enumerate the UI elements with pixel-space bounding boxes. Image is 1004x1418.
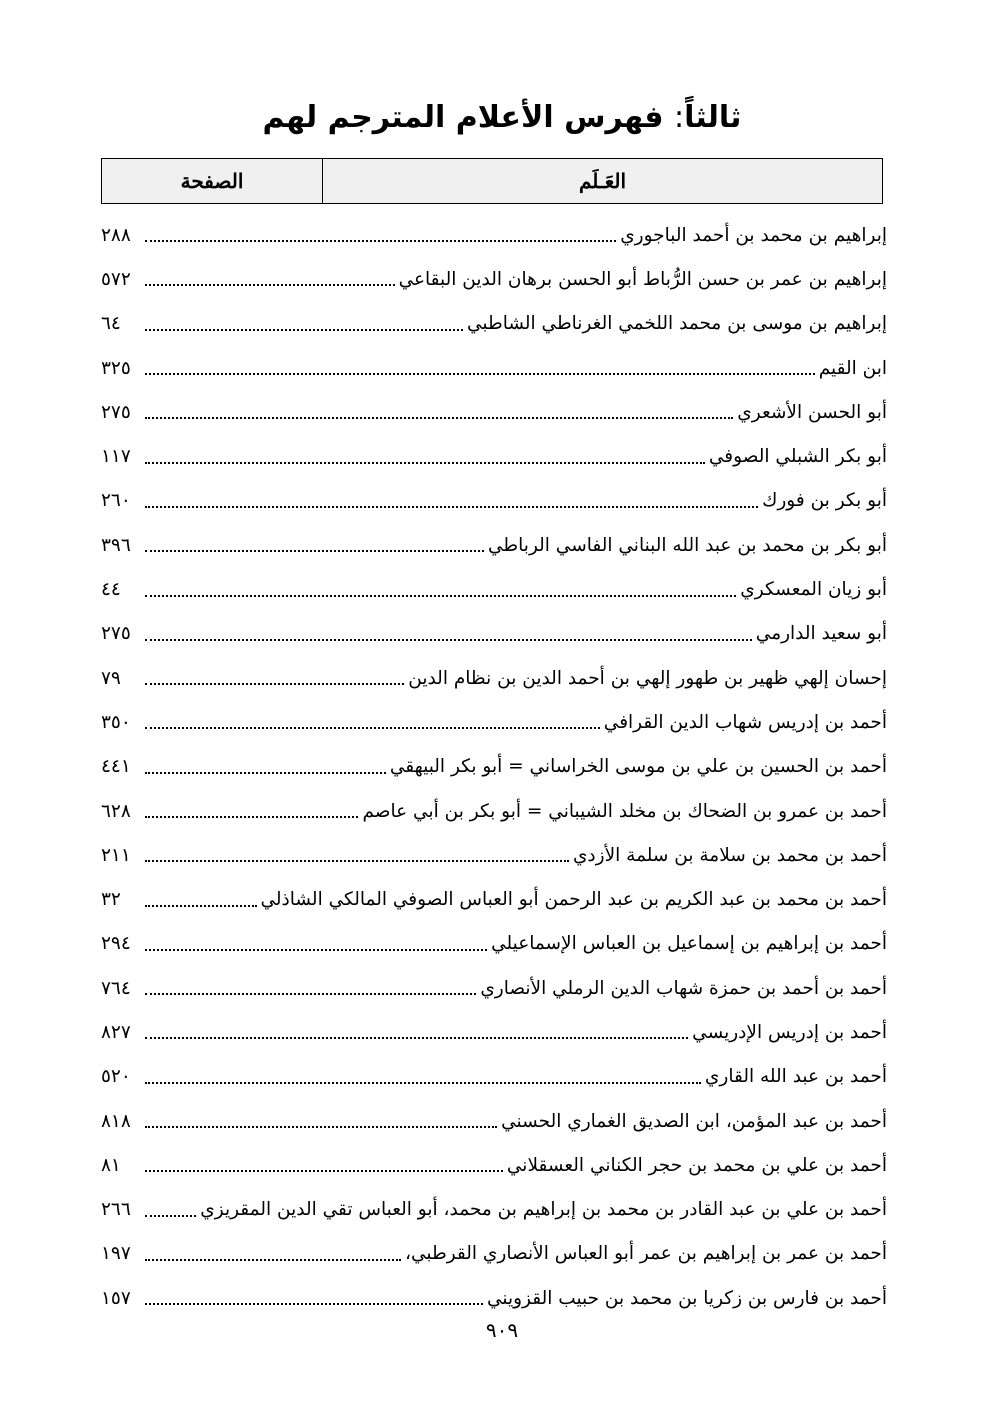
index-entry xyxy=(101,922,887,966)
dot-leader xyxy=(145,711,600,733)
dot-leader xyxy=(145,446,705,468)
entry-page: ٢٨٨ xyxy=(101,224,131,246)
entry-page: ٢٦٠ xyxy=(101,490,131,512)
dot-leader xyxy=(145,579,736,601)
index-entry xyxy=(101,612,887,656)
dot-leader xyxy=(145,933,487,955)
entry-page: ٢٩٤ xyxy=(101,933,131,955)
entry-page: ٨١ xyxy=(101,1154,121,1176)
index-entry xyxy=(101,1276,887,1320)
entry-page: ٤٤١ xyxy=(101,756,131,778)
index-table-header xyxy=(101,158,883,204)
entry-name: أحمد بن إدريس شهاب الدين القرافي xyxy=(603,711,887,733)
entry-name: أبو سعيد الدارمي xyxy=(755,623,887,645)
title-lead: ثالثاً xyxy=(684,100,742,135)
index-entry xyxy=(101,1099,887,1143)
index-entry xyxy=(101,1232,887,1276)
index-entries xyxy=(101,213,887,1320)
dot-leader xyxy=(145,357,815,379)
dot-leader xyxy=(145,844,569,866)
entry-name: إبراهيم بن موسى بن محمد اللخمي الغرناطي الشاطبي xyxy=(467,313,887,335)
dot-leader xyxy=(145,756,386,778)
dot-leader xyxy=(145,623,752,645)
page-title xyxy=(0,100,1004,135)
dot-leader xyxy=(145,1066,701,1088)
entry-page: ٢٧٥ xyxy=(101,401,131,423)
entry-page: ٧٦٤ xyxy=(101,977,131,999)
entry-name: أحمد بن محمد بن عبد الكريم بن عبد الرحمن أبو العباس الصوفي المالكي الشاذلي xyxy=(260,889,887,911)
header-page-column: الصفحة xyxy=(180,169,244,193)
entry-page: ٣٢ xyxy=(101,889,121,911)
entry-name: أبو الحسن الأشعري xyxy=(737,401,887,423)
index-entry xyxy=(101,1143,887,1187)
index-entry xyxy=(101,523,887,567)
dot-leader xyxy=(145,667,404,689)
entry-page: ١١٧ xyxy=(101,446,131,468)
entry-name: أحمد بن فارس بن زكريا بن محمد بن حبيب القزويني xyxy=(486,1287,887,1309)
entry-name: إبراهيم بن محمد بن أحمد الباجوري xyxy=(620,224,887,246)
index-entry xyxy=(101,833,887,877)
dot-leader xyxy=(145,1021,688,1043)
dot-leader xyxy=(145,977,476,999)
dot-leader xyxy=(145,313,463,335)
entry-name: ابن القيم xyxy=(818,357,887,379)
entry-name: أحمد بن محمد بن سلامة بن سلمة الأزدي xyxy=(572,844,887,866)
entry-name: أحمد بن عمرو بن الضحاك بن مخلد الشيباني = أبو بكر بن أبي عاصم xyxy=(362,800,887,822)
entry-name: أبو بكر بن محمد بن عبد الله البناني الفاسي الرباطي xyxy=(488,534,887,556)
entry-page: ٢٦٦ xyxy=(101,1199,131,1221)
dot-leader xyxy=(145,1154,503,1176)
index-entry xyxy=(101,479,887,523)
index-entry xyxy=(101,390,887,434)
entry-name: أحمد بن إدريس الإدريسي xyxy=(692,1021,887,1043)
index-entry xyxy=(101,434,887,478)
dot-leader xyxy=(145,224,616,246)
index-entry xyxy=(101,966,887,1010)
entry-page: ١٩٧ xyxy=(101,1243,131,1265)
entry-page: ٨٢٧ xyxy=(101,1021,131,1043)
entry-name: إحسان إلهي ظهير بن طهور إلهي بن أحمد الدين بن نظام الدين xyxy=(408,667,887,689)
entry-page: ١٥٧ xyxy=(101,1287,131,1309)
index-entry xyxy=(101,877,887,921)
dot-leader xyxy=(145,534,484,556)
index-entry xyxy=(101,302,887,346)
entry-page: ٣٩٦ xyxy=(101,534,131,556)
entry-page: ٤٤ xyxy=(101,579,121,601)
index-entry xyxy=(101,1188,887,1232)
dot-leader xyxy=(145,268,395,290)
dot-leader xyxy=(145,889,257,911)
page-number: ٩٠٩ xyxy=(485,1318,519,1342)
index-entry xyxy=(101,1010,887,1054)
entry-name: أحمد بن أحمد بن حمزة شهاب الدين الرملي الأنصاري xyxy=(480,977,887,999)
entry-page: ٧٩ xyxy=(101,667,121,689)
entry-name: أحمد بن عبد الله القاري xyxy=(704,1066,887,1088)
index-entry xyxy=(101,567,887,611)
entry-name: أحمد بن عمر بن إبراهيم بن عمر أبو العباس الأنصاري القرطبي، xyxy=(405,1243,887,1265)
dot-leader xyxy=(145,1243,401,1265)
entry-name: إبراهيم بن عمر بن حسن الرُّباط أبو الحسن برهان الدين البقاعي xyxy=(398,268,887,290)
index-entry xyxy=(101,656,887,700)
entry-page: ٢٧٥ xyxy=(101,623,131,645)
entry-name: أحمد بن عبد المؤمن، ابن الصديق الغماري الحسني xyxy=(501,1110,887,1132)
entry-page: ٣٢٥ xyxy=(101,357,131,379)
entry-page: ٥٢٠ xyxy=(101,1066,131,1088)
index-entry xyxy=(101,789,887,833)
index-entry xyxy=(101,257,887,301)
index-entry xyxy=(101,346,887,390)
entry-name: أحمد بن إبراهيم بن إسماعيل بن العباس الإسماعيلي xyxy=(491,933,887,955)
index-entry xyxy=(101,213,887,257)
index-entry xyxy=(101,700,887,744)
title-separator: : xyxy=(674,100,685,135)
entry-page: ٥٧٢ xyxy=(101,268,131,290)
entry-page: ٣٥٠ xyxy=(101,711,131,733)
dot-leader xyxy=(145,490,758,512)
entry-name: أبو بكر الشبلي الصوفي xyxy=(708,446,887,468)
entry-page: ٦٢٨ xyxy=(101,800,131,822)
header-name-column: العَـلَم xyxy=(322,159,882,203)
entry-name: أحمد بن الحسين بن علي بن موسى الخراساني = أبو بكر البيهقي xyxy=(389,756,887,778)
entry-name: أبو زيان المعسكري xyxy=(740,579,887,601)
entry-page: ٨١٨ xyxy=(101,1110,131,1132)
dot-leader xyxy=(145,401,733,423)
entry-name: أحمد بن علي بن محمد بن حجر الكناني العسقلاني xyxy=(506,1154,887,1176)
index-entry xyxy=(101,745,887,789)
title-text: فهرس الأعلام المترجم لهم xyxy=(262,100,664,135)
entry-name: أبو بكر بن فورك xyxy=(762,490,887,512)
entry-page: ٢١١ xyxy=(101,844,131,866)
entry-page: ٦٤ xyxy=(101,313,121,335)
dot-leader xyxy=(145,800,358,822)
dot-leader xyxy=(145,1199,196,1221)
index-entry xyxy=(101,1055,887,1099)
dot-leader xyxy=(145,1287,483,1309)
dot-leader xyxy=(145,1110,497,1132)
entry-name: أحمد بن علي بن عبد القادر بن محمد بن إبراهيم بن محمد، أبو العباس تقي الدين المقريزي xyxy=(200,1199,887,1221)
